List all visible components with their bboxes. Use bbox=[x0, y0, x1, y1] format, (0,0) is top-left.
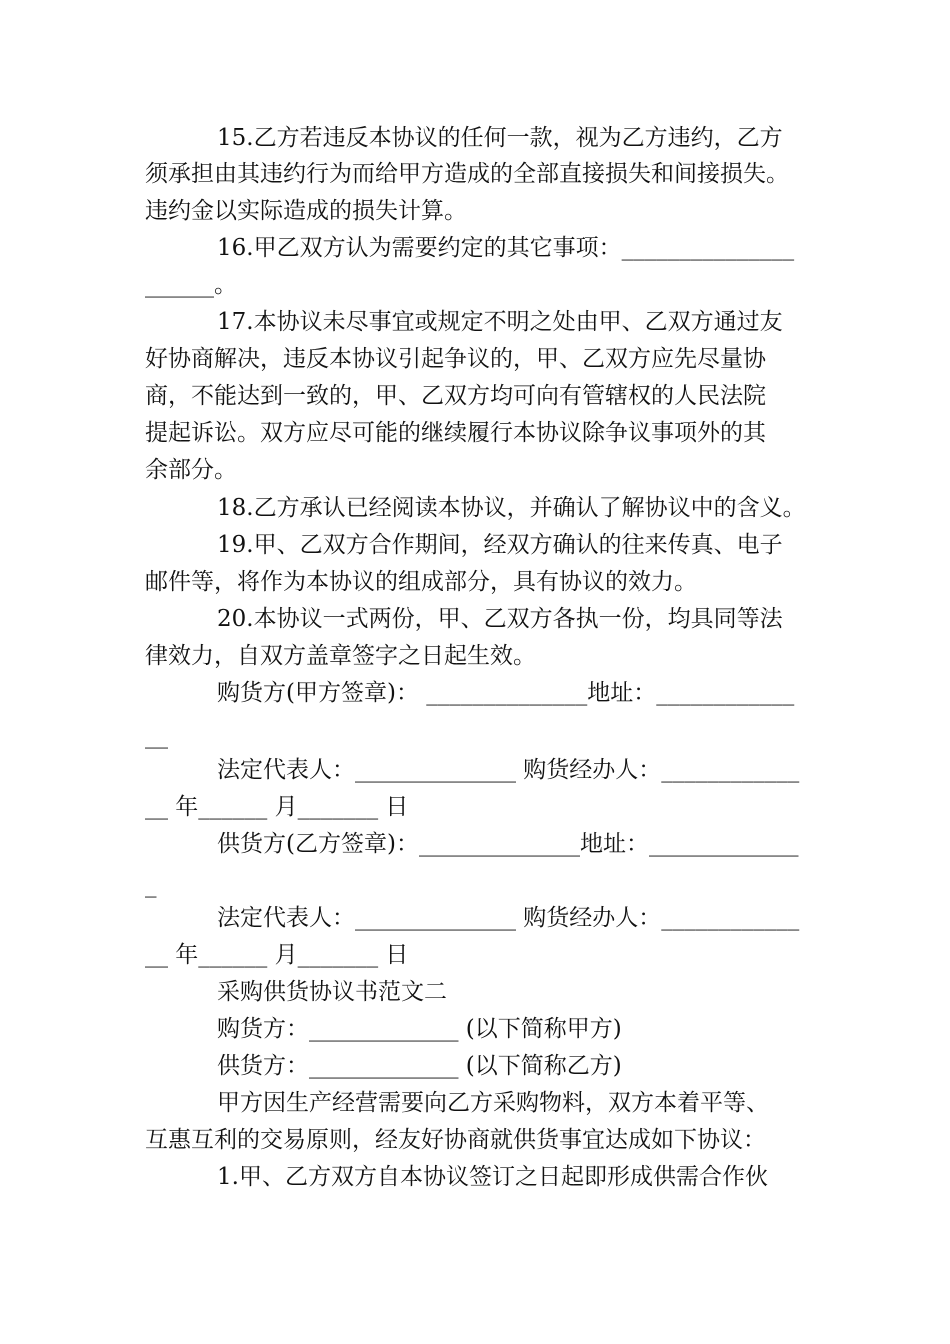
clause-18-line-1: 18.乙方承认已经阅读本协议，并确认了解协议中的含义。 bbox=[217, 495, 806, 521]
clause-17-line-3: 商，不能达到一致的，甲、乙双方均可向有管辖权的人民法院 bbox=[145, 383, 766, 409]
clause-20-line-2: 律效力，自双方盖章签字之日起生效。 bbox=[145, 643, 536, 669]
clause-17-line-5: 余部分。 bbox=[145, 457, 237, 483]
clause-17-line-4: 提起诉讼。双方应尽可能的继续履行本协议除争议事项外的其 bbox=[145, 420, 766, 446]
buyer-party-line: 购货方：_____________ (以下简称甲方) bbox=[217, 1016, 622, 1042]
supplier-party-line: 供货方：_____________ (以下简称乙方) bbox=[217, 1053, 622, 1079]
intro-line-1: 甲方因生产经营需要向乙方采购物料，双方本着平等、 bbox=[217, 1090, 769, 1116]
supplier-signature-line-cont: _ bbox=[145, 872, 157, 898]
section-title: 采购供货协议书范文二 bbox=[217, 979, 447, 1005]
clause-15-line-1: 15.乙方若违反本协议的任何一款，视为乙方违约，乙方 bbox=[217, 125, 783, 151]
supplier-date-line: __ 年______ 月_______ 日 bbox=[145, 942, 409, 968]
clause-19-line-2: 邮件等，将作为本协议的组成部分，具有协议的效力。 bbox=[145, 569, 697, 595]
clause-19-line-1: 19.甲、乙双方合作期间，经双方确认的往来传真、电子 bbox=[217, 532, 783, 558]
clause-16-line-1: 16.甲乙双方认为需要约定的其它事项：_______________ bbox=[217, 235, 795, 261]
buyer-date-line: __ 年______ 月_______ 日 bbox=[145, 794, 409, 820]
clause-1-line-1: 1.甲、乙方双方自本协议签订之日起即形成供需合作伙 bbox=[217, 1164, 768, 1190]
clause-17-line-2: 好协商解决，违反本协议引起争议的，甲、乙双方应先尽量协 bbox=[145, 346, 766, 372]
supplier-signature-line: 供货方(乙方签章)：______________地址：_____________ bbox=[217, 831, 799, 857]
supplier-representative-line: 法定代表人：______________ 购货经办人：____________ bbox=[217, 905, 800, 931]
clause-15-line-2: 须承担由其违约行为而给甲方造成的全部直接损失和间接损失。 bbox=[145, 161, 789, 187]
clause-17-line-1: 17.本协议未尽事宜或规定不明之处由甲、乙双方通过友 bbox=[217, 309, 783, 335]
clause-16-line-2: ______。 bbox=[145, 272, 237, 298]
intro-line-2: 互惠互利的交易原则，经友好协商就供货事宜达成如下协议： bbox=[145, 1127, 766, 1153]
buyer-representative-line: 法定代表人：______________ 购货经办人：____________ bbox=[217, 757, 800, 783]
clause-15-line-3: 违约金以实际造成的损失计算。 bbox=[145, 198, 467, 224]
clause-20-line-1: 20.本协议一式两份，甲、乙双方各执一份，均具同等法 bbox=[217, 606, 783, 632]
buyer-signature-line-cont: __ bbox=[145, 723, 168, 749]
buyer-signature-line: 购货方(甲方签章)： ______________地址：____________ bbox=[217, 680, 795, 706]
